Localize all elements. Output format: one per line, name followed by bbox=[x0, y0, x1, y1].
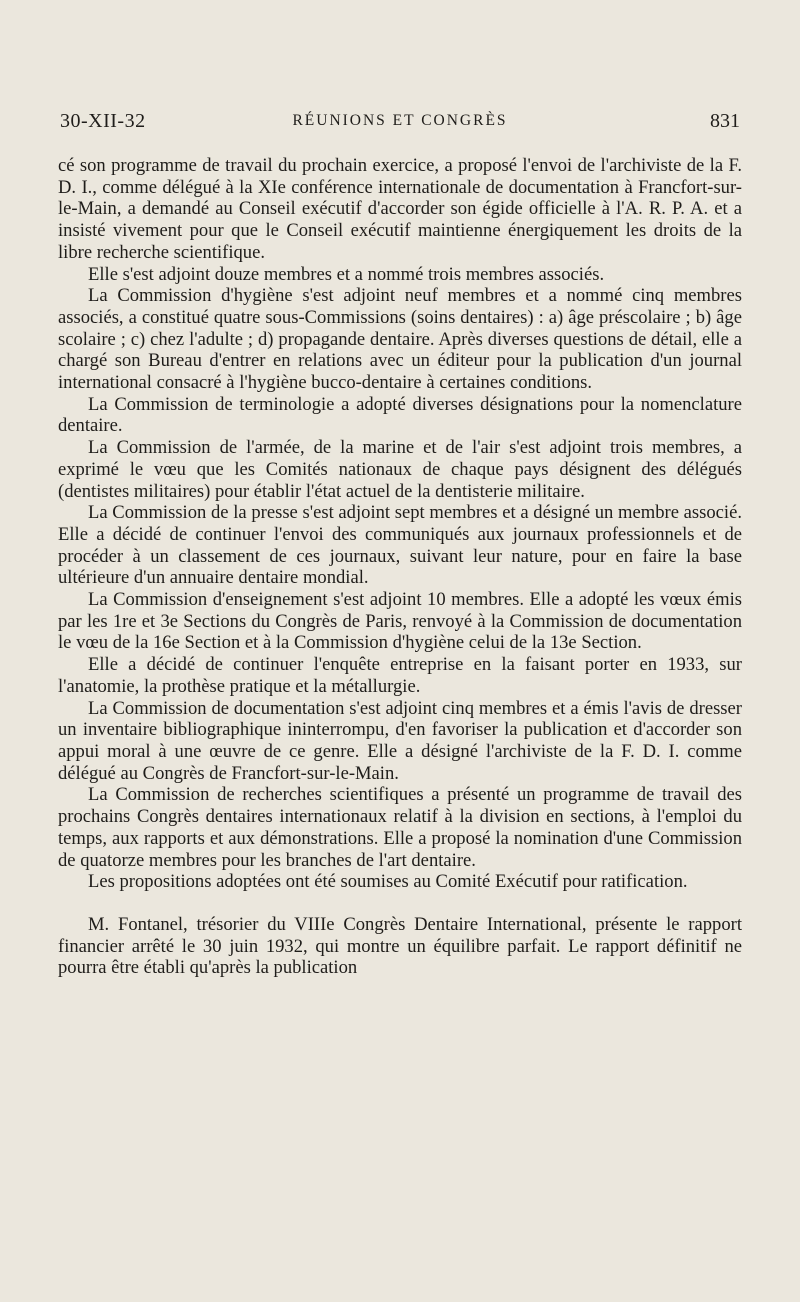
paragraph-research-commission: La Commission de recherches scientifiques a présenté un programme de travail des prochains Congrès dentaires internationaux relatif à la division en sections, à l'emploi du temps, aux rapports et aux démonstrations. Elle a proposé la nomination d'une Commission de quatorze membres pour les branches de l'art dentaire. bbox=[58, 784, 742, 871]
paragraph-treasurer-report: M. Fontanel, trésorier du VIIIe Congrès Dentaire International, présente le rapport financier arrêté le 30 juin 1932, qui montre un équilibre parfait. Le rapport définitif ne pourra être établi qu'après la publication bbox=[58, 913, 742, 979]
paragraph-press-commission: La Commission de la presse s'est adjoint sept membres et a désigné un membre associé. Elle a décidé de continuer l'envoi des communiqués aux journaux professionnels et de procéder à un classement de ces journaux, suivant leur nature, pour en faire la base ultérieure d'un annuaire dentaire mondial. bbox=[58, 502, 742, 589]
header-title: RÉUNIONS ET CONGRÈS bbox=[292, 112, 508, 129]
paragraph-continuation: cé son programme de travail du prochain exercice, a proposé l'envoi de l'archiviste de la F. D. I., comme délégué à la XIe conférence internationale de documentation à Francfort-sur-le-Main, a demandé au Conseil exécutif d'accorder son égide officielle à l'A. R. P. A. et a insisté vivement pour que le Conseil exécutif maintienne énergiquement les droits de la libre recherche scientifique. bbox=[58, 155, 742, 263]
paragraph-membership: Elle s'est adjoint douze membres et a nommé trois membres associés. bbox=[88, 263, 605, 285]
paragraph-teaching-commission: La Commission d'enseignement s'est adjoint 10 membres. Elle a adopté les vœux émis par les 1re et 3e Sections du Congrès de Paris, renvoyé à la Commission de documentation le vœu de la 16e Section et à la Commission d'hygiène celui de la 13e Section. bbox=[58, 589, 742, 654]
body-text bbox=[58, 155, 742, 979]
paragraph-ratification: Les propositions adoptées ont été soumises au Comité Exécutif pour ratification. bbox=[88, 871, 688, 893]
header-date: 30-XII-32 bbox=[60, 110, 146, 132]
page-number: 831 bbox=[710, 110, 740, 132]
paragraph-army-commission: La Commission de l'armée, de la marine et de l'air s'est adjoint trois membres, a exprimé le vœu que les Comités nationaux de chaque pays désignent des délégués (dentistes militaires) pour établir l'état actuel de la dentisterie militaire. bbox=[58, 437, 742, 502]
paragraph-survey: Elle a décidé de continuer l'enquête entreprise en la faisant porter en 1933, sur l'anatomie, la prothèse pratique et la métallurgie. bbox=[58, 654, 742, 697]
paragraph-terminology-commission: La Commission de terminologie a adopté diverses désignations pour la nomenclature dentaire. bbox=[58, 393, 742, 437]
paragraph-hygiene-commission: La Commission d'hygiène s'est adjoint neuf membres et a nommé cinq membres associés, a constitué quatre sous-Commissions (soins dentaires) : a) âge préscolaire ; b) âge scolaire ; c) chez l'adulte ; d) propagande dentaire. Après diverses questions de détail, elle a chargé son Bureau d'entrer en relations avec un éditeur pour la publication d'un journal international consacré à l'hygiène bucco-dentaire à certaines conditions. bbox=[58, 285, 742, 394]
running-header bbox=[60, 110, 740, 140]
paragraph-documentation-commission: La Commission de documentation s'est adjoint cinq membres et a émis l'avis de dresser un inventaire bibliographique ininterrompu, d'en favoriser la publication et d'accorder son appui moral à une œuvre de ce genre. Elle a désigné l'archiviste de la F. D. I. comme délégué au Congrès de Francfort-sur-le-Main. bbox=[58, 697, 742, 784]
